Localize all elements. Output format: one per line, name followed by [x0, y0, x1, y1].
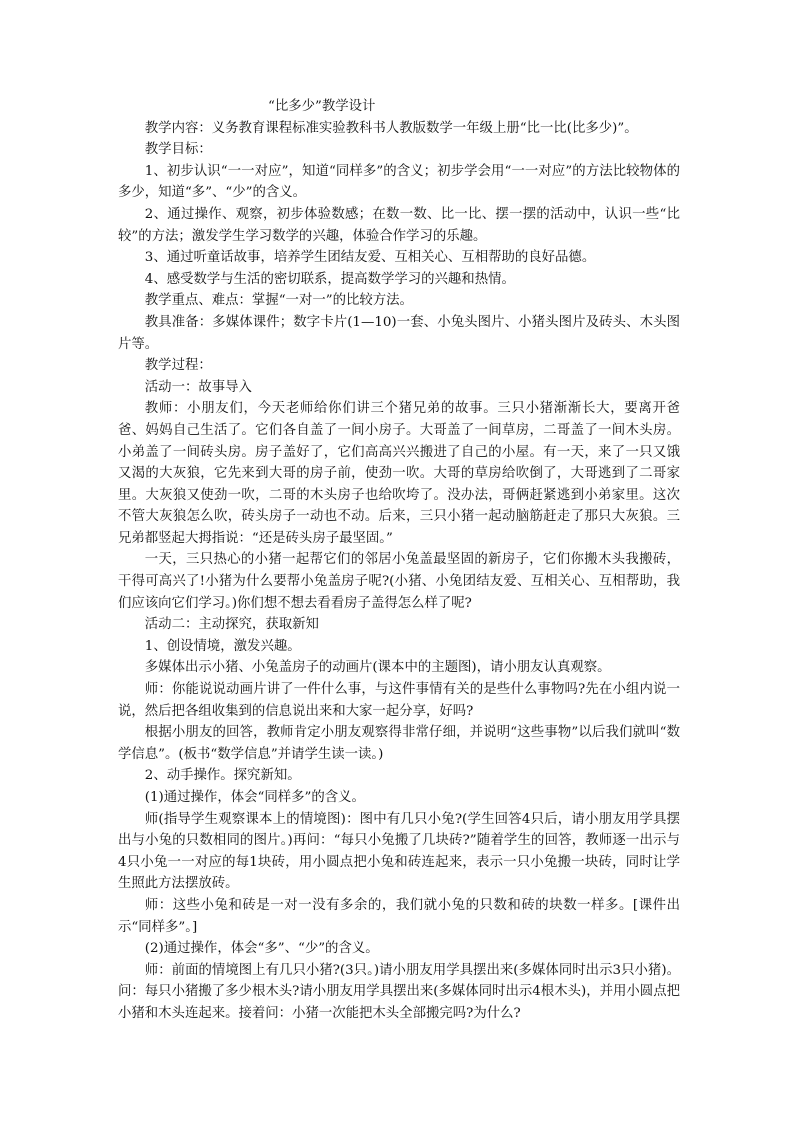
paragraph: 根据小朋友的回答，教师肯定小朋友观察得非常仔细，并说明“这些事物”以后我们就叫“数学信息”。(板书“数学信息”并请学生读一读。): [118, 725, 680, 762]
paragraph: 多媒体出示小猪、小兔盖房子的动画片(课本中的主题图)，请小朋友认真观察。: [144, 660, 611, 676]
paragraph: 师：前面的情境图上有几只小猪?(3只。)请小朋友用学具摆出来(多媒体同时出示3只小猪)。问：每只小猪搬了多少根木头?请小朋友用学具摆出来(多媒体同时出示4根木头)，并用小圆点把小猪和木头连起来。接着问：小猪一次能把木头全部搬完吗?为什么?: [118, 962, 680, 1021]
paragraph: 一天，三只热心的小猪一起帮它们的邻居小兔盖最坚固的新房子，它们你搬木头我搬砖，干得可高兴了!小猪为什么要帮小兔盖房子呢?(小猪、小兔团结友爱、互相关心、互相帮助，我们应该向它们学习。)你们想不想去看看房子盖得怎么样了呢?: [118, 552, 680, 611]
paragraph: 2、通过操作、观察，初步体验数感；在数一数、比一比、摆一摆的活动中，认识一些“比较”的方法；激发学生学习数学的兴趣，体验合作学习的乐趣。: [118, 206, 680, 244]
section-heading: 活动二：主动探究，获取新知: [144, 617, 319, 633]
paragraph: 师：这些小兔和砖是一对一没有多余的，我们就小兔的只数和砖的块数一样多。[课件出示“同样多”。]: [118, 897, 680, 935]
paragraph: 教学重点、难点：掌握“一对一”的比较方法。: [144, 293, 413, 309]
paragraph: 教师：小朋友们，今天老师给你们讲三个猪兄弟的故事。三只小猪渐渐长大，要离开爸爸、妈妈自己生活了。它们各自盖了一间小房子。大哥盖了一间草房，二哥盖了一间木头房。小弟盖了一间砖头房。房子盖好了，它们高高兴兴搬进了自己的小屋。有一天，来了一只又饿又渴的大灰狼，它先来到大哥的房子前，使劲一吹。大哥的草房给吹倒了，大哥逃到了二哥家里。大灰狼又使劲一吹，二哥的木头房子也给吹垮了。没办法，哥俩赶紧逃到小弟家里。这次不管大灰狼怎么吹，砖头房子一动也不动。后来，三只小猪一起动脑筋赶走了那只大灰狼。三兄弟都竖起大拇指说：“还是砖头房子最坚固。”: [118, 401, 680, 546]
document-title: “比多少”教学设计: [268, 99, 376, 114]
paragraph: 师(指导学生观察课本上的情境图)：图中有几只小兔?(学生回答4只后，请小朋友用学具摆出与小兔的只数相同的图片。)再问：“每只小兔搬了几块砖?”随着学生的回答，教师逐一出示与4只小兔一一对应的每1块砖，用小圆点把小兔和砖连起来，表示一只小兔搬一块砖，同时让学生照此方法摆放砖。: [118, 811, 680, 892]
paragraph: 2、动手操作。探究新知。: [144, 768, 301, 784]
paragraph: 教学内容：义务教育课程标准实验教科书人教版数学一年级上册“比一比(比多少)”。: [144, 120, 638, 136]
section-heading: 教学目标：: [144, 142, 212, 158]
paragraph: 4、感受数学与生活的密切联系，提高数学学习的兴趣和热情。: [144, 271, 515, 287]
paragraph: (2)通过操作，体会“多”、“少”的含义。: [144, 941, 379, 957]
paragraph: 3、通过听童话故事，培养学生团结友爱、互相关心、互相帮助的良好品德。: [144, 250, 596, 266]
document-page: [118, 96, 680, 1025]
paragraph: 1、创设情境，激发兴趣。: [144, 638, 301, 654]
section-heading: 教学过程：: [144, 358, 212, 374]
paragraph: 教具准备：多媒体课件；数字卡片(1—10)一套、小兔头图片、小猪头图片及砖头、木头图片等。: [118, 314, 680, 352]
section-heading: 活动一：故事导入: [144, 379, 252, 395]
paragraph: 1、初步认识“一一对应”，知道“同样多”的含义；初步学会用“一一对应”的方法比较物体的多少，知道“多”、“少”的含义。: [118, 163, 680, 201]
paragraph: 师：你能说说动画片讲了一件什么事，与这件事情有关的是些什么事物吗?先在小组内说一说，然后把各组收集到的信息说出来和大家一起分享，好吗?: [118, 682, 680, 719]
paragraph: (1)通过操作，体会“同样多”的含义。: [144, 790, 365, 805]
